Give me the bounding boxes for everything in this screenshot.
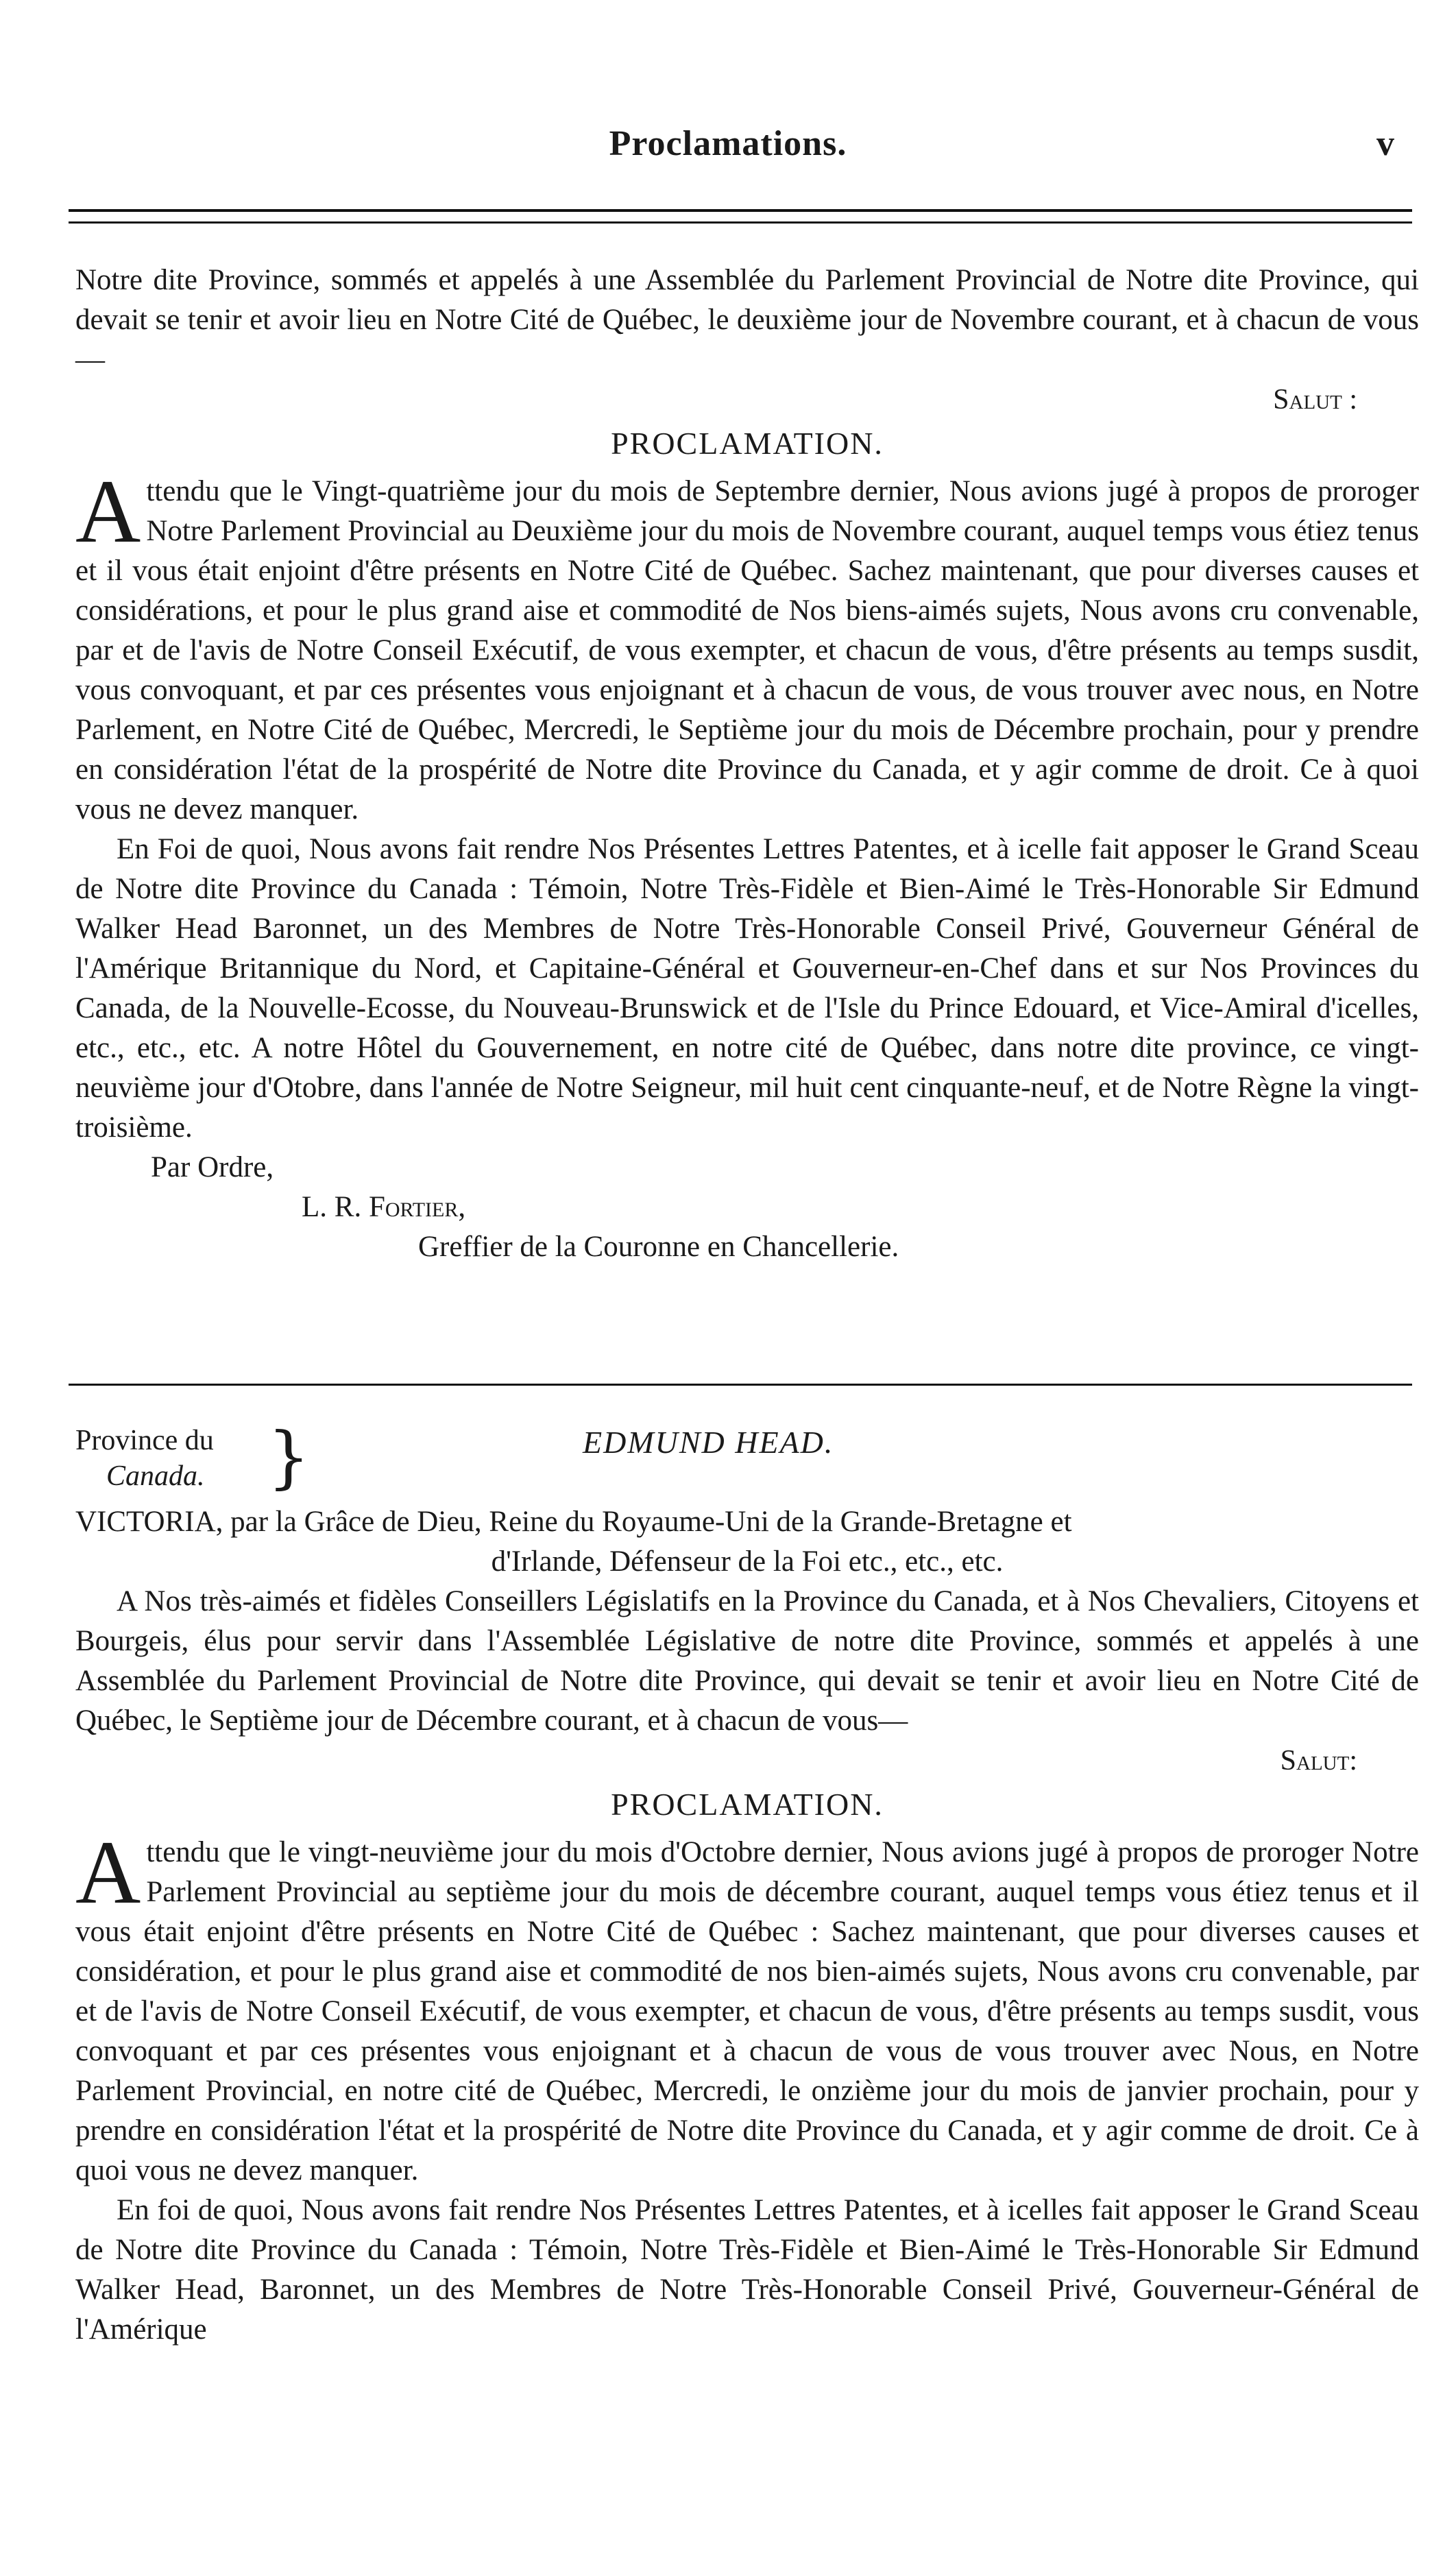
province-line-2: Canada.: [106, 1460, 205, 1492]
first-proclamation: [75, 261, 1419, 1267]
province-line-1: Province du: [75, 1425, 214, 1456]
first-signer: L. R. Fortier,: [302, 1191, 466, 1223]
victoria-title-line: VICTORIA, par la Grâce de Dieu, Reine du Royaume-Uni de la Grande-Bretagne et: [75, 1506, 1072, 1538]
second-testimony-paragraph: En foi de quoi, Nous avons fait rendre Nos Présentes Lettres Patentes, et à icelles fait apposer le Grand Sceau de Notre dite Province du Canada : Témoin, Notre Très-Fidèle et Bien-Aimé le Très-Honorable Sir Edmund Walker Head, Baronnet, un des Membres de Notre Très-Honorable Conseil Privé, Gouverneur-Général de l'Amérique: [75, 2194, 1419, 2346]
province-label: [75, 1423, 214, 1494]
page-number: v: [1376, 124, 1394, 163]
second-salut: Salut:: [1280, 1745, 1357, 1776]
first-body-paragraph: Attendu que le Vingt-quatrième jour du mois de Septembre dernier, Nous avions jugé à propos de proroger Notre Parlement Provincial au Deuxième jour du mois de Novembre courant, auquel temps vous étiez tenus et il vous était enjoint d'être présents en Notre Cité de Québec. Sachez maintenant, que pour diverses causes et considérations, et pour le plus grand aise et commodité de Nos biens-aimés sujets, Nous avons cru convenable, par et de l'avis de Notre Conseil Exécutif, de vous exempter, et chacun de vous, d'être présents au temps susdit, vous convoquant, et par ces présentes vous enjoignant et à chacun de vous, de vous trouver avec nous, en Notre Parlement, en Notre Cité de Québec, Mercredi, le Septième jour du mois de Décembre prochain, pour y prendre en considération l'état de la prospérité de Notre dite Province du Canada, et y agir comme de droit. Ce à quoi vous ne devez manquer.: [75, 461, 1419, 826]
victoria-title-line-2: d'Irlande, Défenseur de la Foi etc., etc., etc.: [491, 1545, 1004, 1578]
second-proclamation-heading: PROCLAMATION.: [611, 1787, 884, 1822]
running-head: [0, 123, 1456, 171]
first-salut: Salut :: [1273, 384, 1357, 415]
header-double-rule: [69, 209, 1412, 224]
first-by-order: Par Ordre,: [151, 1151, 274, 1183]
second-body-paragraph: Attendu que le vingt-neuvième jour du mois d'Octobre dernier, Nous avions jugé à propos de proroger Notre Parlement Provincial au septième jour du mois de décembre courant, auquel temps vous étiez tenus et il vous était enjoint d'être présents en Notre Cité de Québec : Sachez maintenant, que pour diverses causes et considération, et pour le plus grand aise et commodité de nos bien-aimés sujets, Nous avons cru convenable, par et de l'avis de Notre Conseil Exécutif, de vous exempter, et chacun de vous, d'être présents au temps susdit, vous convoquant et par ces présentes vous enjoignant et à chacun de vous de vous trouver avec Nous, en Notre Parlement Provincial, en notre cité de Québec, Mercredi, le onzième jour du mois de janvier prochain, pour y prendre en considération l'état et la prospérité de Notre dite Province du Canada, et y agir comme de droit. Ce à quoi vous ne devez manquer.: [75, 1822, 1419, 2186]
province-brace: }: [267, 1419, 311, 1497]
governor-name: EDMUND HEAD.: [583, 1425, 834, 1460]
second-intro: A Nos très-aimés et fidèles Conseillers Législatifs en la Province du Canada, et à Nos Chevaliers, Citoyens et Bourgeis, élus pour servir dans l'Assemblée Législative de notre dite Province, sommés et appelés à une Assemblée du Parlement Provincial de Notre dite Province, qui devait se tenir et avoir lieu en Notre Cité de Québec, le Septième jour de Décembre courant, et à chacun de vous—: [75, 1585, 1419, 1737]
first-signer-title: Greffier de la Couronne en Chancellerie.: [418, 1231, 899, 1263]
first-testimony-paragraph: En Foi de quoi, Nous avons fait rendre Nos Présentes Lettres Patentes, et à icelle fait apposer le Grand Sceau de Notre dite Province du Canada : Témoin, Notre Très-Fidèle et Bien-Aimé le Très-Honorable Sir Edmund Walker Head Baronnet, un des Membres de Notre Très-Honorable Conseil Privé, Gouverneur Général de l'Amérique Britannique du Nord, et Capitaine-Général et Gouverneur-en-Chef dans et sur Nos Provinces du Canada, de la Nouvelle-Ecosse, du Nouveau-Brunswick et de l'Isle du Prince Edouard, et Vice-Amiral d'icelles, etc., etc., etc. A notre Hôtel du Gouvernement, en notre cité de Québec, dans notre dite province, ce vingt-neuvième jour d'Otobre, dans l'année de Notre Seigneur, mil huit cent cinquante-neuf, et de Notre Règne la vingt-troisième.: [75, 833, 1419, 1144]
first-proclamation-heading: PROCLAMATION.: [611, 426, 884, 461]
second-proclamation: [75, 1419, 1419, 2350]
section-divider-rule: [69, 1384, 1412, 1386]
running-title: Proclamations.: [609, 124, 847, 163]
second-header-row: [75, 1419, 1419, 1502]
first-intro: Notre dite Province, sommés et appelés à une Assemblée du Parlement Provincial de Notre dite Province, qui devait se tenir et avoir lieu en Notre Cité de Québec, le deuxième jour de Novembre courant, et à chacun de vous—: [75, 264, 1419, 376]
